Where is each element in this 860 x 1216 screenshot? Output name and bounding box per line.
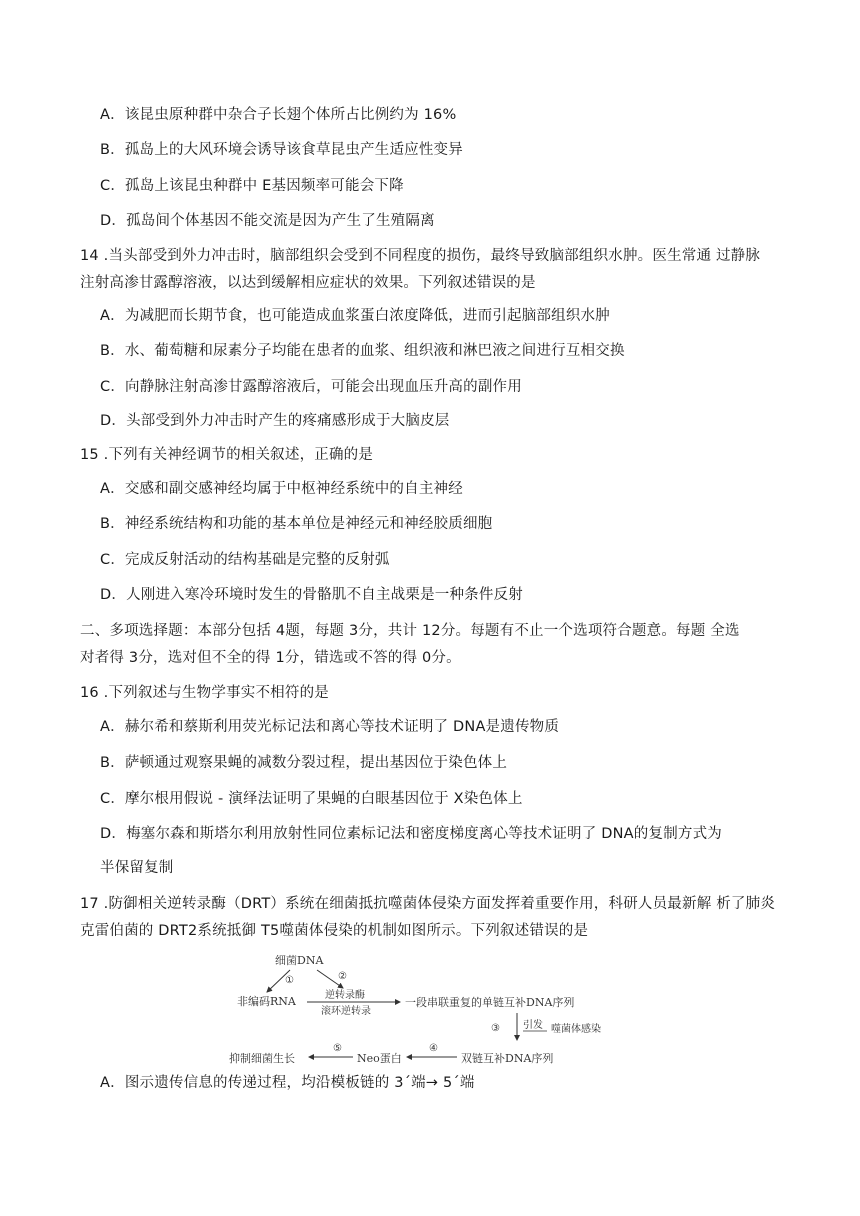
drt2-mechanism-diagram bbox=[225, 950, 625, 1068]
rolling-circle-label: 滚环逆转录 bbox=[321, 1006, 371, 1017]
q16-option-b: B．萨顿通过观察果蝇的减数分裂过程，提出基因位于染色体上 bbox=[100, 755, 508, 771]
q16-option-c: C．摩尔根用假说 - 演绎法证明了果蝇的白眼基因位于 X染色体上 bbox=[100, 791, 523, 807]
ss-repeat-label: 一段串联重复的单链互补DNA序列 bbox=[405, 996, 575, 1009]
q17-stem-line1: 17 .防御相关逆转录酶（DRT）系统在细菌抵抗噬菌体侵染方面发挥着重要作用，科研人员最新解 析了肺炎 bbox=[80, 896, 776, 912]
step5-marker: ⑤ bbox=[333, 1043, 342, 1054]
q14-option-d: D．头部受到外力冲击时产生的疼痛感形成于大脑皮层 bbox=[100, 413, 450, 429]
q15-option-a: A．交感和副交感神经均属于中枢神经系统中的自主神经 bbox=[100, 481, 463, 497]
section2-line2: 对者得 3分，选对但不全的得 1分，错选或不答的得 0分。 bbox=[80, 650, 461, 666]
neo-protein-label: Neo蛋白 bbox=[357, 1052, 402, 1065]
q14-option-b: B．水、葡萄糖和尿素分子均能在患者的血浆、组织液和淋巴液之间进行互相交换 bbox=[100, 343, 625, 359]
q15-option-b: B．神经系统结构和功能的基本单位是神经元和神经胶质细胞 bbox=[100, 516, 493, 532]
q16-option-a: A．赫尔希和蔡斯利用荧光标记法和离心等技术证明了 DNA是遗传物质 bbox=[100, 719, 560, 735]
q13-option-d: D．孤岛间个体基因不能交流是因为产生了生殖隔离 bbox=[100, 213, 435, 229]
step1-marker: ① bbox=[285, 975, 294, 986]
q15-stem: 15 .下列有关神经调节的相关叙述，正确的是 bbox=[80, 447, 374, 463]
q13-option-b: B．孤岛上的大风环境会诱导该食草昆虫产生适应性变异 bbox=[100, 142, 463, 158]
q15-option-c: C．完成反射活动的结构基础是完整的反射弧 bbox=[100, 552, 390, 568]
trigger-label: 引发 bbox=[523, 1020, 543, 1031]
q14-option-a: A．为减肥而长期节食，也可能造成血浆蛋白浓度降低，进而引起脑部组织水肿 bbox=[100, 308, 610, 324]
q14-stem-line2: 注射高渗甘露醇溶液，以达到缓解相应症状的效果。下列叙述错误的是 bbox=[80, 275, 536, 291]
q16-stem: 16 .下列叙述与生物学事实不相符的是 bbox=[80, 685, 329, 701]
q13-option-a: A．该昆虫原种群中杂合子长翅个体所占比例约为 16% bbox=[100, 107, 457, 123]
bacterial-dna-label: 细菌DNA bbox=[275, 954, 324, 967]
ds-seq-label: 双链互补DNA序列 bbox=[461, 1052, 554, 1065]
step2-marker: ② bbox=[338, 971, 347, 982]
step4-marker: ④ bbox=[429, 1043, 438, 1054]
q17-option-a: A．图示遗传信息的传递过程，均沿模板链的 3´端→ 5´端 bbox=[100, 1075, 475, 1091]
phage-infection-label: 噬菌体感染 bbox=[551, 1024, 601, 1035]
inhibit-growth-label: 抑制细菌生长 bbox=[229, 1052, 295, 1065]
noncoding-rna-label: 非编码RNA bbox=[237, 995, 296, 1008]
q14-stem-line1: 14 .当头部受到外力冲击时，脑部组织会受到不同程度的损伤，最终导致脑部组织水肿。医生常通 过静脉 bbox=[80, 248, 761, 264]
q17-stem-line2: 克雷伯菌的 DRT2系统抵御 T5噬菌体侵染的机制如图所示。下列叙述错误的是 bbox=[80, 923, 589, 939]
q15-option-d: D．人刚进入寒冷环境时发生的骨骼肌不自主战栗是一种条件反射 bbox=[100, 587, 523, 603]
rt-enzyme-label: 逆转录酶 bbox=[325, 990, 365, 1001]
q16-option-d: D．梅塞尔森和斯塔尔利用放射性同位素标记法和密度梯度离心等技术证明了 DNA的复制方式为 bbox=[100, 826, 723, 842]
step3-marker: ③ bbox=[491, 1023, 500, 1034]
q14-option-c: C．向静脉注射高渗甘露醇溶液后，可能会出现血压升高的副作用 bbox=[100, 379, 522, 395]
section2-line1: 二、多项选择题：本部分包括 4题，每题 3分，共计 12分。每题有不止一个选项符合题意。每题 全选 bbox=[80, 623, 740, 639]
q13-option-c: C．孤岛上该昆虫种群中 E基因频率可能会下降 bbox=[100, 178, 404, 194]
q16-option-d-cont: 半保留复制 bbox=[100, 860, 174, 876]
